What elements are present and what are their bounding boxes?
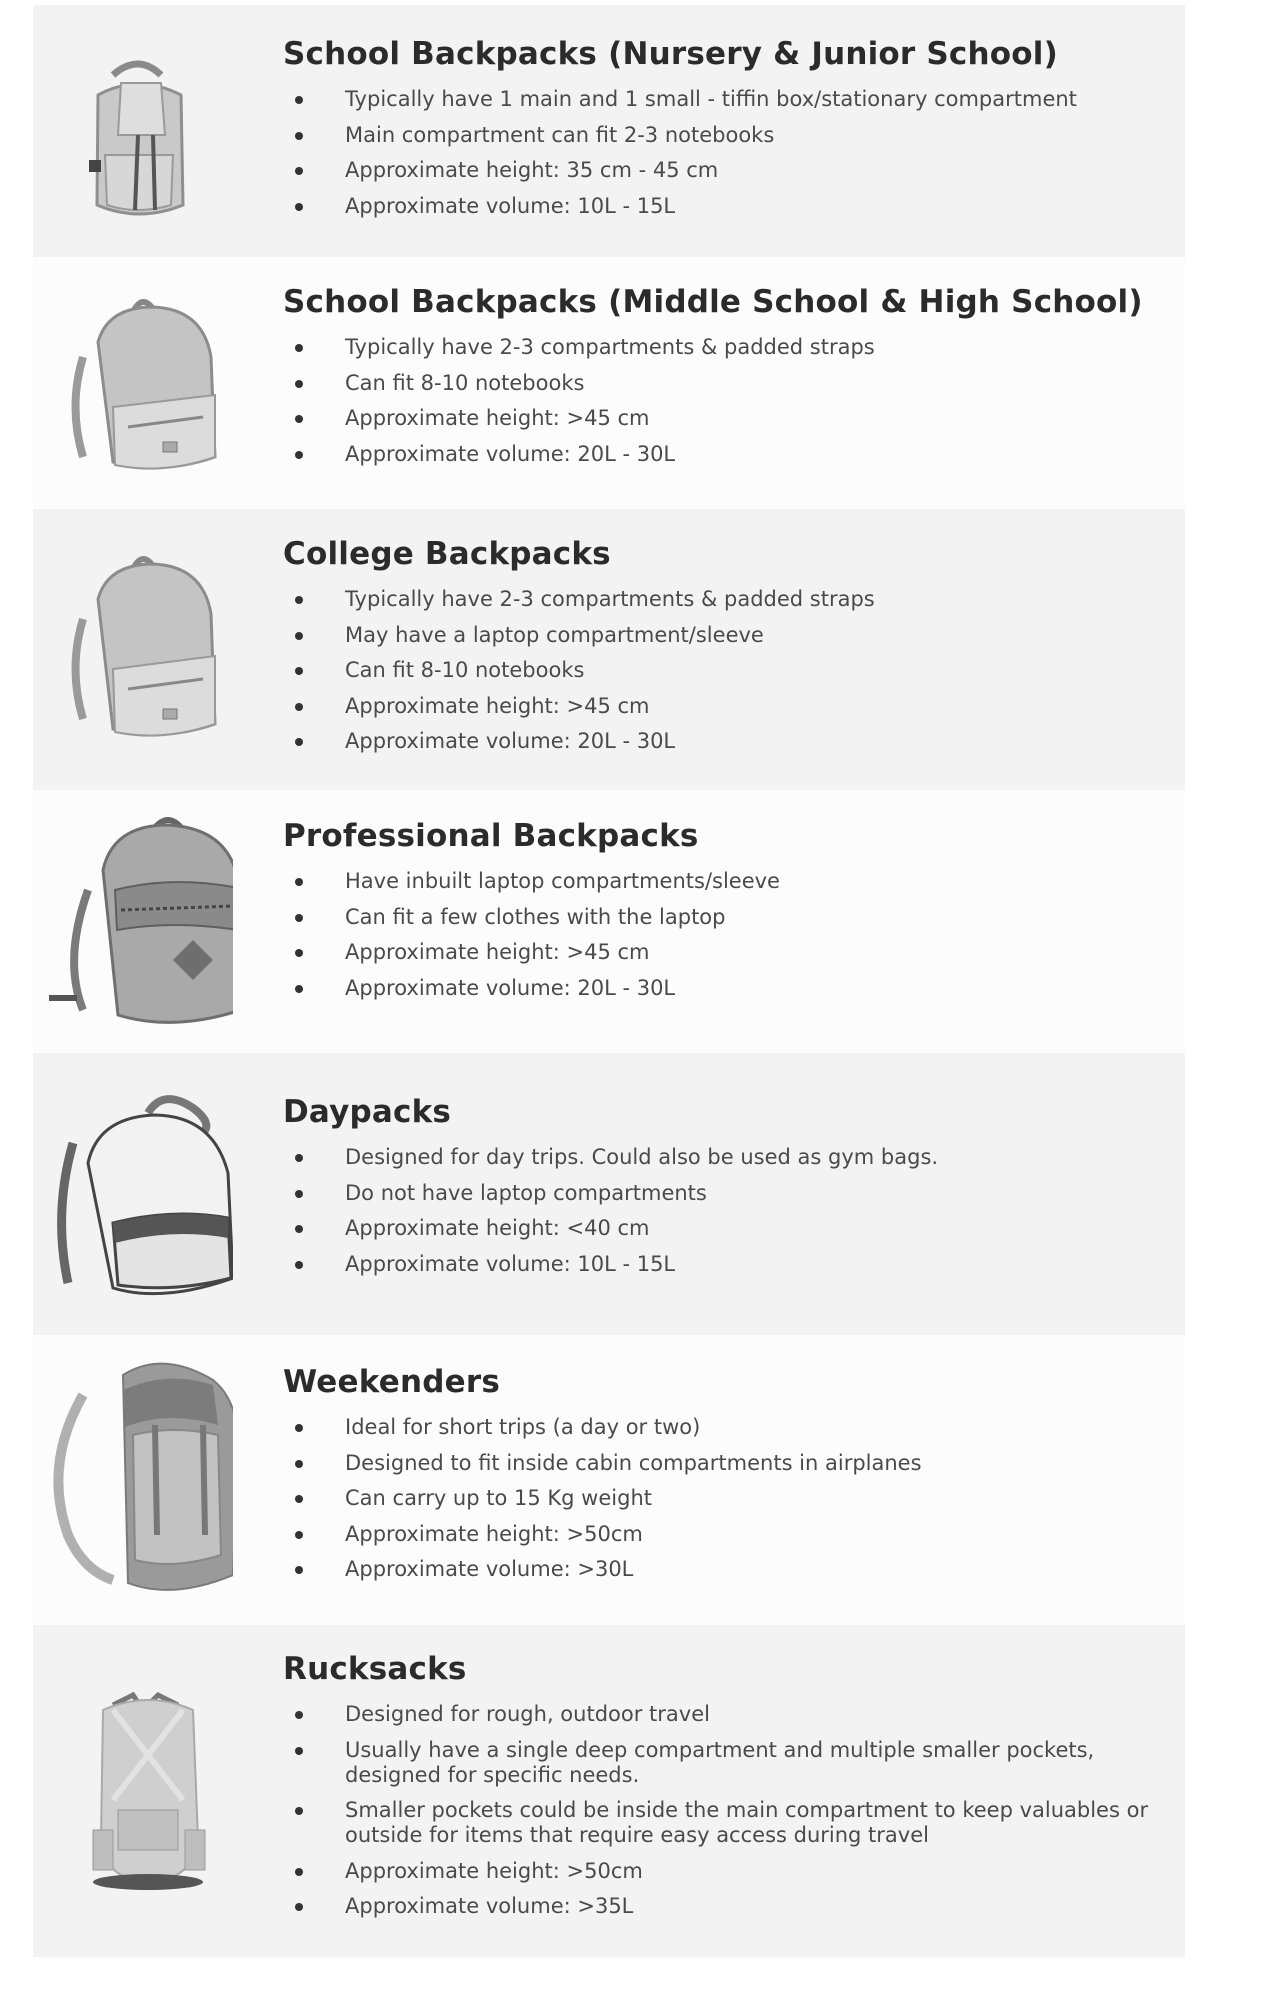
bullet-item: Approximate height: >45 cm — [283, 940, 1165, 965]
section-heading: Professional Backpacks — [283, 818, 699, 854]
bullet-item: Approximate volume: >30L — [283, 1557, 1165, 1582]
bullet-item: Approximate volume: 20L - 30L — [283, 729, 1165, 754]
section-heading: School Backpacks (Middle School & High School) — [283, 284, 1143, 320]
bullet-item: Approximate volume: 20L - 30L — [283, 976, 1165, 1001]
bullet-item: May have a laptop compartment/sleeve — [283, 623, 1165, 648]
bullet-item: Typically have 1 main and 1 small - tiffin box/stationary compartment — [283, 87, 1165, 112]
bullet-item: Approximate volume: 20L - 30L — [283, 442, 1165, 467]
section-heading: Weekenders — [283, 1364, 500, 1400]
section-heading: College Backpacks — [283, 536, 611, 572]
bullet-item: Designed for rough, outdoor travel — [283, 1702, 1165, 1727]
section-college — [33, 509, 1185, 790]
bullet-item: Approximate volume: 10L - 15L — [283, 194, 1165, 219]
bullet-item: Ideal for short trips (a day or two) — [283, 1415, 1165, 1440]
bullet-item: Can fit 8-10 notebooks — [283, 658, 1165, 683]
section-heading: Daypacks — [283, 1094, 452, 1130]
section-school-nursery — [33, 5, 1185, 257]
bullet-item: Approximate height: >45 cm — [283, 694, 1165, 719]
section-daypacks — [33, 1053, 1185, 1335]
daypack-icon — [43, 1093, 233, 1303]
bullet-item: Approximate height: >45 cm — [283, 406, 1165, 431]
bullet-item: Approximate height: 35 cm - 45 cm — [283, 158, 1165, 183]
bullet-item: Can fit 8-10 notebooks — [283, 371, 1165, 396]
bullet-item: Can fit a few clothes with the laptop — [283, 905, 1165, 930]
bullet-item: Approximate height: >50cm — [283, 1522, 1165, 1547]
bullet-item: Approximate volume: 10L - 15L — [283, 1252, 1165, 1277]
section-professional — [33, 790, 1185, 1053]
bullet-item: Designed for day trips. Could also be used as gym bags. — [283, 1145, 1165, 1170]
bullet-item: Have inbuilt laptop compartments/sleeve — [283, 869, 1165, 894]
bullet-item: Typically have 2-3 compartments & padded straps — [283, 335, 1165, 360]
college-backpack-icon — [43, 544, 233, 744]
school-backpack-nursery-icon — [43, 55, 233, 225]
professional-backpack-icon — [43, 810, 233, 1032]
weekender-backpack-icon — [43, 1355, 233, 1600]
section-rucksacks — [33, 1625, 1185, 1957]
section-heading: Rucksacks — [283, 1651, 467, 1687]
bullet-item: Smaller pockets could be inside the main compartment to keep valuables or outside for items that require easy access during travel — [283, 1798, 1165, 1848]
rucksack-icon — [43, 1690, 233, 1890]
bullet-item: Typically have 2-3 compartments & padded straps — [283, 587, 1165, 612]
section-heading: School Backpacks (Nursery & Junior School) — [283, 36, 1058, 72]
school-backpack-high-school-icon — [43, 287, 233, 477]
bullet-item: Can carry up to 15 Kg weight — [283, 1486, 1165, 1511]
bullet-item: Designed to fit inside cabin compartments in airplanes — [283, 1451, 1165, 1476]
bullet-item: Approximate height: <40 cm — [283, 1216, 1165, 1241]
bullet-item: Main compartment can fit 2-3 notebooks — [283, 123, 1165, 148]
bullet-item: Approximate volume: >35L — [283, 1894, 1165, 1919]
section-weekenders — [33, 1335, 1185, 1625]
bullet-item: Approximate height: >50cm — [283, 1859, 1165, 1884]
bullet-item: Usually have a single deep compartment and multiple smaller pockets, designed for specific needs. — [283, 1738, 1165, 1788]
section-school-high — [33, 257, 1185, 509]
bullet-item: Do not have laptop compartments — [283, 1181, 1165, 1206]
